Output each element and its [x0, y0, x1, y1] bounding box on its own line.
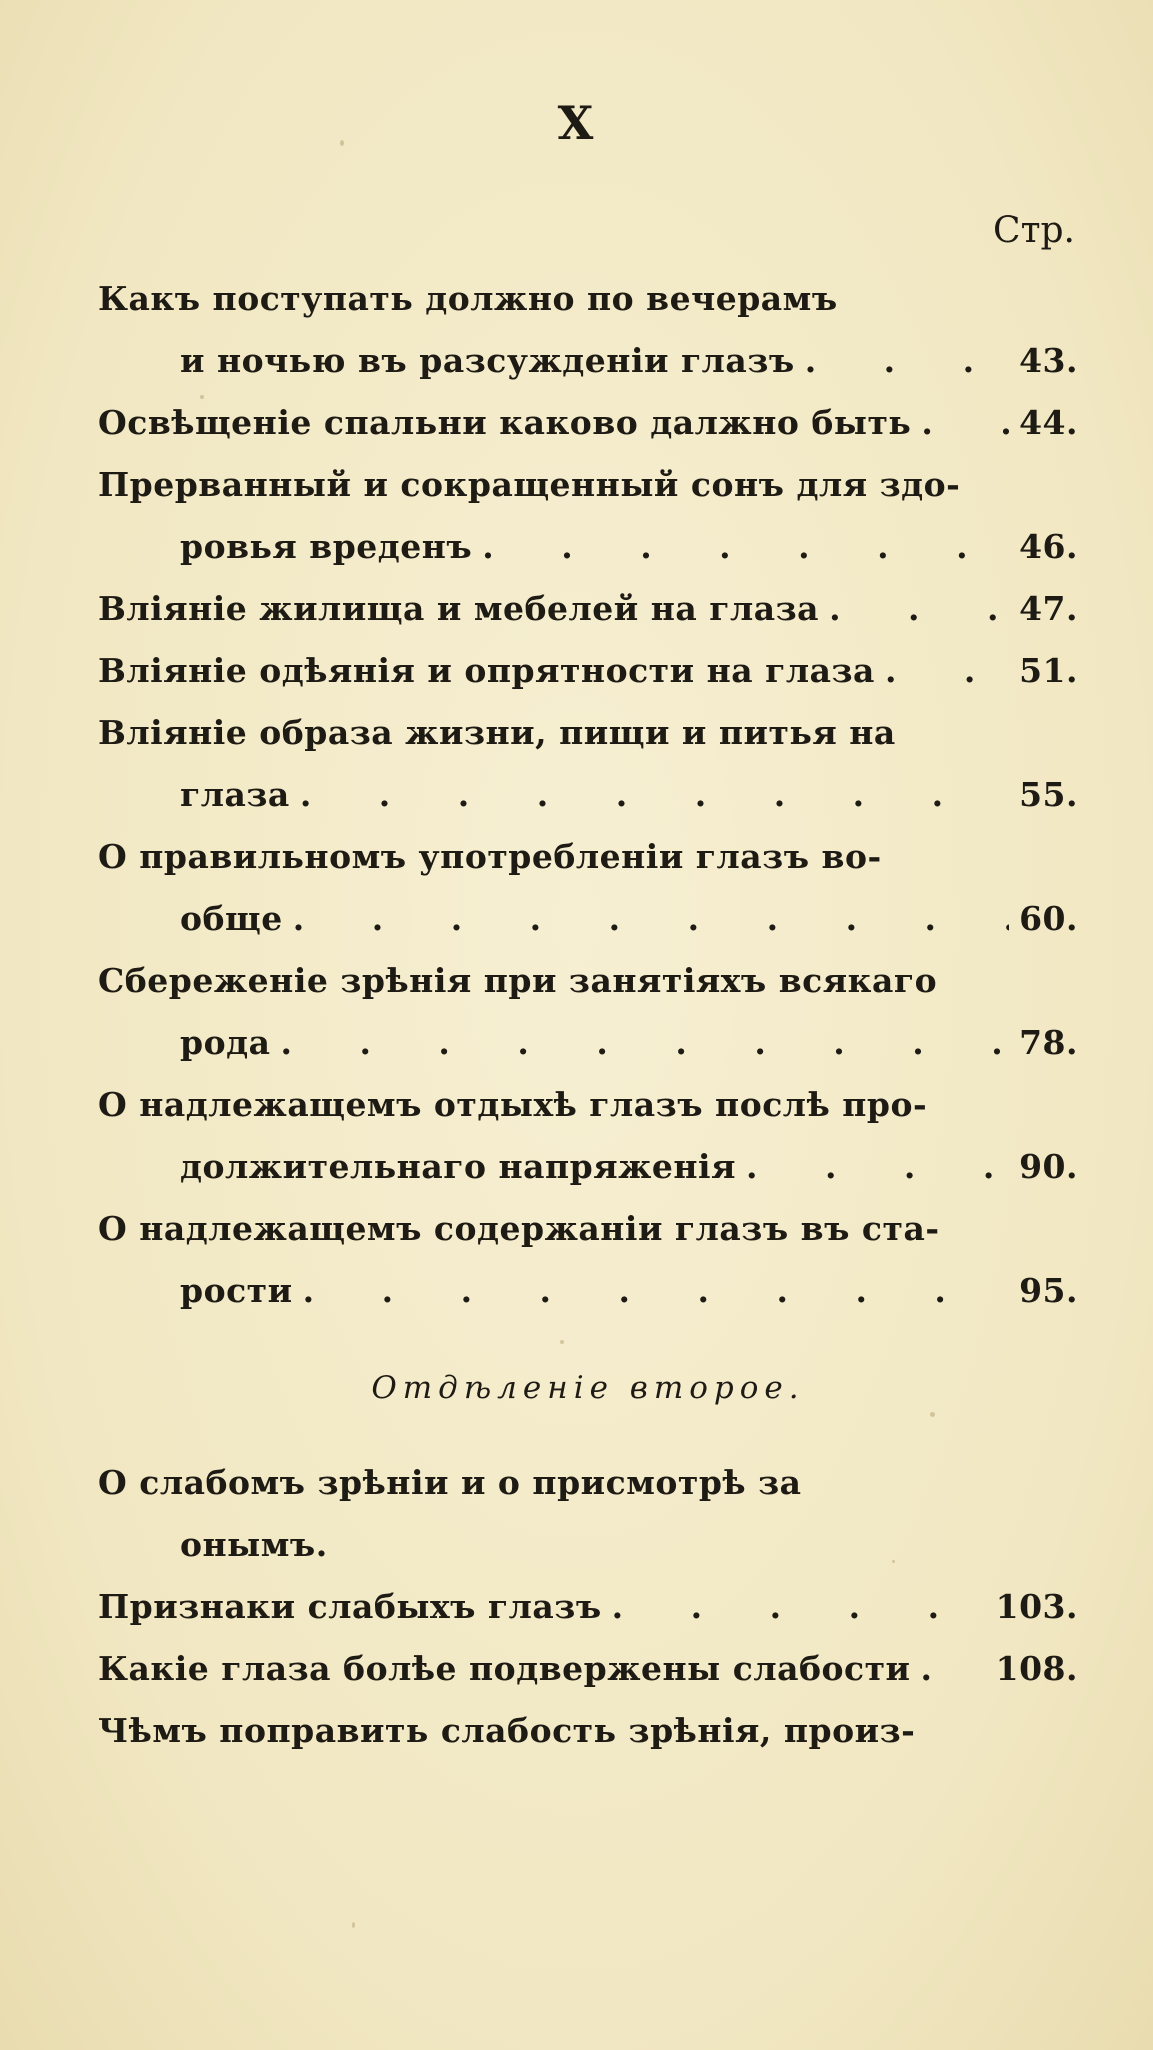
toc-page-number: 90. [1019, 1147, 1078, 1186]
toc-entry [98, 268, 1078, 392]
toc-entry-continuation [98, 1136, 1078, 1198]
page-folio: X [557, 96, 596, 150]
dot-leader [280, 1012, 1009, 1074]
toc-entry-text: Вліяніе жилища и мебелей на глаза [98, 589, 820, 628]
toc-entry-continuation [98, 516, 1078, 578]
toc-entry [98, 826, 1078, 950]
toc-entry-continuation [98, 1012, 1078, 1074]
toc-page-number: 43. [1019, 341, 1078, 380]
toc-page-number: 108. [995, 1649, 1078, 1688]
toc-entry-text: О надлежащемъ содержаніи глазъ въ ста- [98, 1209, 940, 1248]
toc-entry-text: О надлежащемъ отдыхѣ глазъ послѣ про- [98, 1085, 928, 1124]
toc-entry-text: Какъ поступать должно по вечерамъ [98, 279, 838, 318]
toc-entry-line [98, 268, 1078, 330]
toc-page-number: 78. [1019, 1023, 1078, 1062]
toc-entry [98, 1198, 1078, 1322]
toc-entry-text: Вліяніе образа жизни, пищи и питья на [98, 713, 896, 752]
toc-entry-text: Освѣщеніе спальни каково далжно быть [98, 403, 912, 442]
toc-entry [98, 1074, 1078, 1198]
toc-entry [98, 1700, 1078, 1762]
toc-entry [98, 950, 1078, 1074]
table-of-contents [98, 268, 1078, 1762]
toc-entry-continuation [98, 888, 1078, 950]
toc-entry-line [98, 1074, 1078, 1136]
toc-entry-text: Сбереженіе зрѣнія при занятіяхъ всякаго [98, 961, 938, 1000]
toc-entry-text: Прерванный и сокращенный сонъ для здо- [98, 465, 961, 504]
toc-entry-line [98, 454, 1078, 516]
toc-entry-line [98, 578, 1078, 640]
toc-entry [98, 392, 1078, 454]
toc-entry-line [98, 1700, 1078, 1762]
dot-leader [921, 392, 1009, 454]
dot-leader [885, 640, 1009, 702]
toc-entry [98, 640, 1078, 702]
toc-list-part-one [98, 268, 1078, 1322]
toc-entry-text: Признаки слабыхъ глазъ [98, 1587, 602, 1626]
toc-entry-text: должительнаго напряженія [180, 1147, 736, 1186]
toc-entry-text: ровья вреденъ [180, 527, 473, 566]
toc-entry-continuation [98, 1260, 1078, 1322]
dot-leader [293, 888, 1009, 950]
toc-entry-text: и ночью въ разсужденіи глазъ [180, 341, 795, 380]
toc-entry-line [98, 702, 1078, 764]
toc-entry-line [98, 640, 1078, 702]
toc-entry [98, 1452, 1078, 1576]
toc-page-number: 51. [1019, 651, 1078, 690]
dot-leader [303, 1260, 1009, 1322]
toc-page-number: 103. [995, 1587, 1078, 1626]
toc-entry [98, 578, 1078, 640]
dot-leader [805, 330, 1009, 392]
toc-entry-line [98, 950, 1078, 1012]
dot-leader [921, 1638, 986, 1700]
toc-entry-line [98, 1638, 1078, 1700]
toc-entry-text: онымъ. [180, 1525, 328, 1564]
toc-entry-line [98, 392, 1078, 454]
toc-entry-text: обще [180, 899, 283, 938]
toc-entry-text: О правильномъ употребленіи глазъ во- [98, 837, 882, 876]
toc-entry-continuation [98, 764, 1078, 826]
toc-entry-text: Вліяніе одѣянія и опрятности на глаза [98, 651, 875, 690]
dot-leader [612, 1576, 986, 1638]
toc-entry [98, 1576, 1078, 1638]
column-header-pages: Стр. [993, 210, 1075, 251]
toc-page-number: 46. [1019, 527, 1078, 566]
dot-leader [829, 578, 1009, 640]
toc-page-number: 44. [1019, 403, 1078, 442]
toc-page-number: 95. [1019, 1271, 1078, 1310]
toc-entry-line [98, 1198, 1078, 1260]
section-title: Отдѣленіе второе. [371, 1370, 805, 1406]
toc-entry-text: Какіе глаза болѣе подвержены слабости [98, 1649, 911, 1688]
toc-entry-line [98, 1576, 1078, 1638]
toc-page-number: 60. [1019, 899, 1078, 938]
toc-entry-continuation [98, 1514, 1078, 1576]
toc-entry-line [98, 826, 1078, 888]
toc-entry [98, 1638, 1078, 1700]
toc-entry-continuation [98, 330, 1078, 392]
toc-entry [98, 702, 1078, 826]
toc-page-number: 55. [1019, 775, 1078, 814]
toc-entry [98, 454, 1078, 578]
toc-entry-text: глаза [180, 775, 290, 814]
toc-entry-line [98, 1452, 1078, 1514]
dot-leader [746, 1136, 1009, 1198]
toc-entry-text: рода [180, 1023, 271, 1062]
dot-leader [300, 764, 1009, 826]
toc-entry-text: Чѣмъ поправить слабость зрѣнія, произ- [98, 1711, 916, 1750]
toc-entry-text: рости [180, 1271, 293, 1310]
toc-entry-text: О слабомъ зрѣніи и о присмотрѣ за [98, 1463, 802, 1502]
dot-leader [482, 516, 1009, 578]
toc-list-part-two [98, 1452, 1078, 1762]
toc-page-number: 47. [1019, 589, 1078, 628]
